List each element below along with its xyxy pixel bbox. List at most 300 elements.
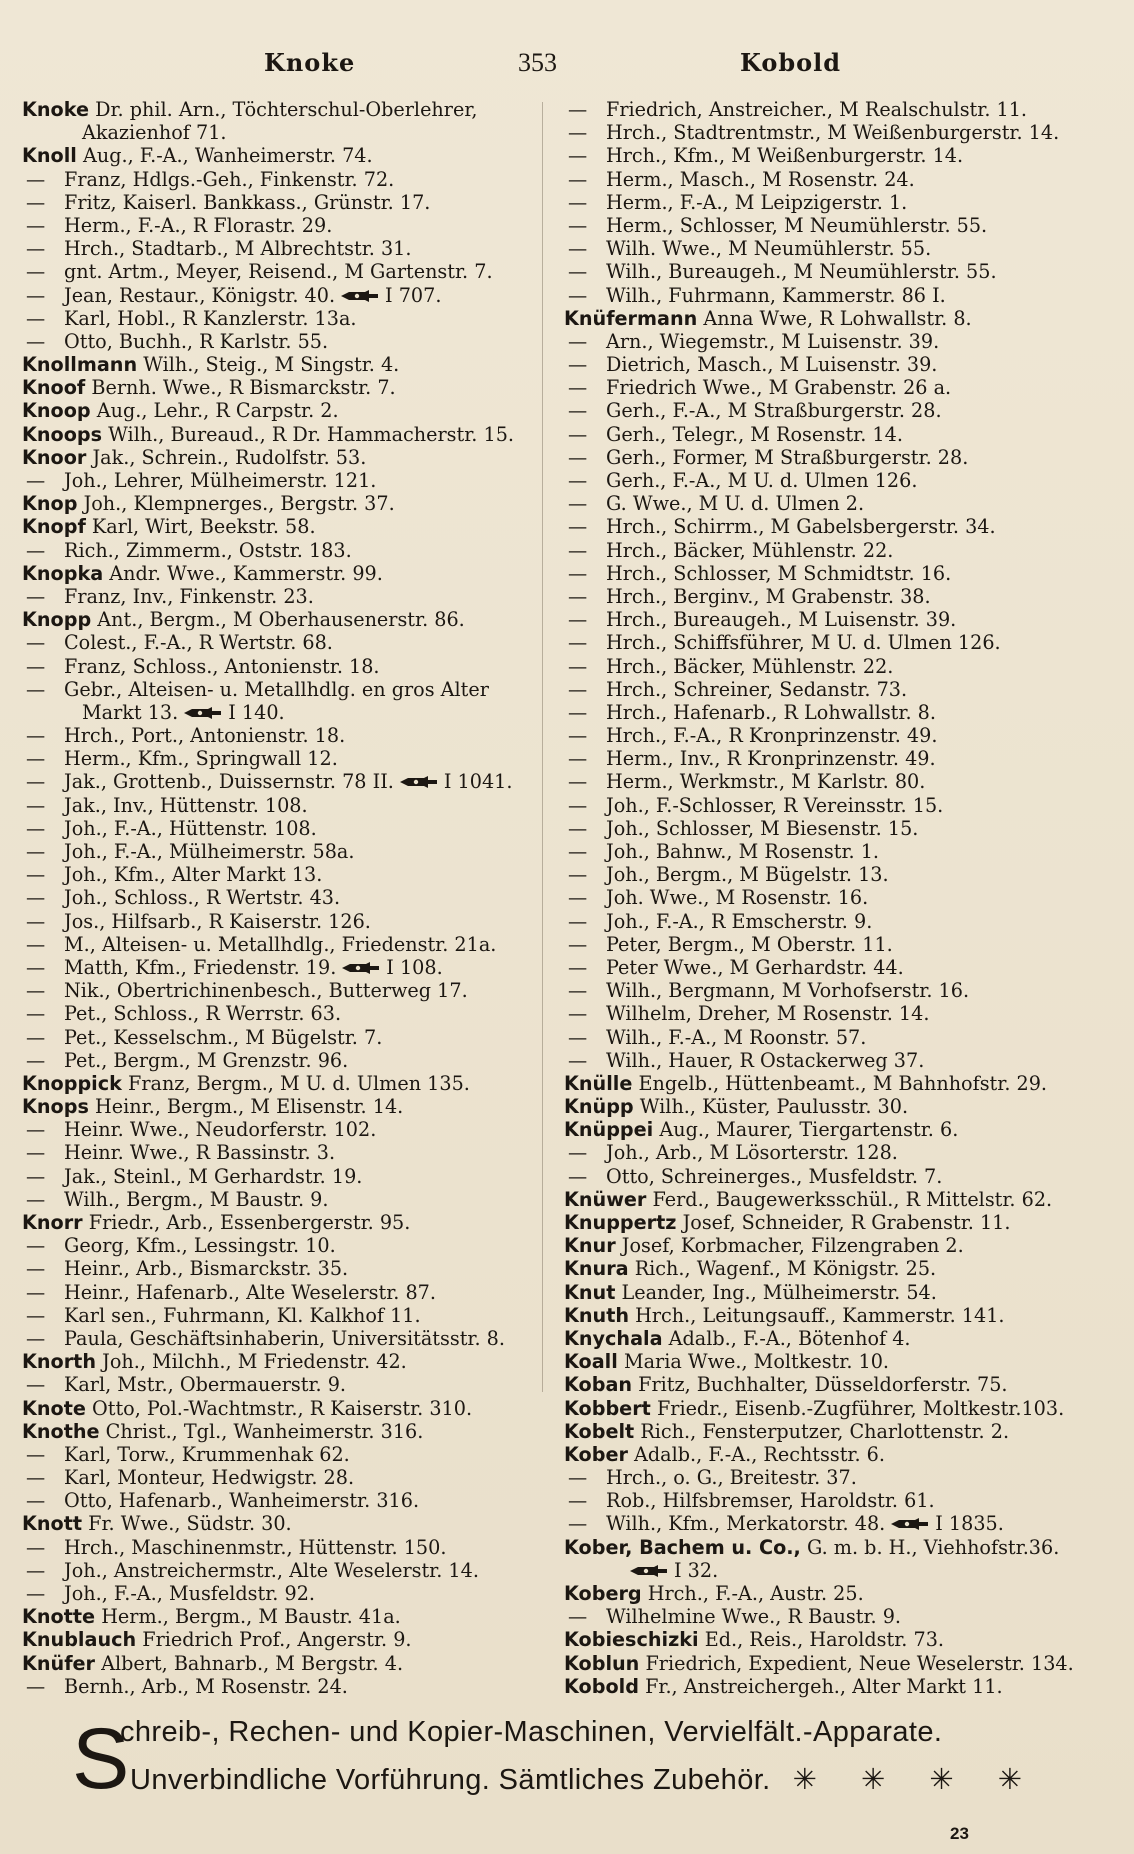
- repeat-dash: —: [26, 283, 46, 307]
- entry-details: Joh., Anstreichermstr., Alte Weselerstr. 14.: [64, 1558, 479, 1582]
- entry-details: Hrch., Schirrm., M Gabelsbergerstr. 34.: [606, 515, 996, 539]
- entry-details: Fr. Wwe., Südstr. 30.: [88, 1512, 292, 1536]
- repeat-dash: —: [26, 863, 46, 887]
- entry-details: Ferd., Baugewerksschül., R Mittelstr. 62.: [652, 1187, 1053, 1211]
- ad-stars: ✳ ✳ ✳ ✳: [792, 1764, 1041, 1796]
- entry-details: Joh., Bahnw., M Rosenstr. 1.: [606, 840, 880, 863]
- right-column: [564, 98, 1114, 1698]
- directory-entry: [564, 330, 1114, 353]
- directory-entry: [564, 1281, 1114, 1304]
- repeat-dash: —: [26, 840, 46, 863]
- column-divider: [542, 102, 543, 1392]
- entry-details: Wilh., Küster, Paulusstr. 30.: [639, 1095, 909, 1119]
- entry-details: Joh., Schloss., R Wertstr. 43.: [64, 886, 341, 910]
- entry-details: Hrch., Berginv., M Grabenstr. 38.: [606, 584, 931, 608]
- repeat-dash: —: [26, 306, 46, 330]
- entry-details: Maria Wwe., Moltkestr. 10.: [623, 1350, 890, 1374]
- entry-surname: Kobelt: [564, 1419, 635, 1443]
- repeat-dash: —: [26, 1326, 46, 1350]
- directory-entry: [564, 1420, 1114, 1443]
- repeat-dash: —: [26, 955, 46, 979]
- repeat-dash: —: [26, 190, 46, 214]
- repeat-dash: —: [568, 121, 588, 145]
- entry-details: Herm., Masch., M Rosenstr. 24.: [606, 167, 915, 191]
- directory-entry: [564, 608, 1114, 631]
- repeat-dash: —: [568, 1466, 588, 1490]
- entry-details: Hrch., Schreiner, Sedanstr. 73.: [606, 677, 908, 701]
- entry-details: Jak., Schrein., Rudolfstr. 53.: [92, 445, 367, 469]
- directory-entry: [22, 1373, 552, 1396]
- entry-details: Karl, Wirt, Beekstr. 58.: [91, 515, 316, 539]
- directory-entry: [22, 1165, 552, 1188]
- directory-entry: [22, 1675, 552, 1698]
- telephone-number: I 1041.: [443, 770, 513, 794]
- entry-details: Otto, Buchh., R Karlstr. 55.: [64, 329, 329, 353]
- entry-details: Joh. Wwe., M Rosenstr. 16.: [606, 886, 869, 910]
- directory-entry: [22, 515, 552, 538]
- directory-entry: [564, 1489, 1114, 1512]
- directory-entry: [564, 1049, 1114, 1072]
- entry-surname: Koblun: [564, 1651, 640, 1675]
- repeat-dash: —: [568, 283, 588, 307]
- directory-entry: [564, 539, 1114, 562]
- entry-details: Gerh., F.-A., M Straßburgerstr. 28.: [606, 399, 942, 423]
- entry-details: Joh., Arb., M Lösorterstr. 128.: [606, 1141, 898, 1165]
- entry-surname: Knülle: [564, 1071, 633, 1095]
- repeat-dash: —: [26, 1118, 46, 1142]
- telephone-hand-icon: [340, 961, 380, 975]
- directory-entry: [564, 1605, 1114, 1628]
- entry-details: Pet., Kesselschm., M Bügelstr. 7.: [64, 1025, 383, 1049]
- left-column: [22, 98, 552, 1698]
- entry-details: Heinr., Bergm., M Elisenstr. 14.: [94, 1095, 404, 1119]
- entry-details: Dietrich, Masch., M Luisenstr. 39.: [606, 353, 938, 377]
- entry-details: Joh., Klempnerges., Bergstr. 37.: [83, 492, 395, 516]
- entry-details: Adalb., F.-A., Rechtsstr. 6.: [634, 1442, 885, 1466]
- entry-details: Friedr., Eisenb.-Zugführer, Moltkestr.103.: [656, 1396, 1065, 1420]
- entry-details: Jos., Hilfsarb., R Kaiserstr. 126.: [64, 909, 371, 933]
- repeat-dash: —: [26, 260, 46, 284]
- repeat-dash: —: [568, 955, 588, 979]
- entry-details: Aug., Maurer, Tiergartenstr. 6.: [659, 1118, 959, 1142]
- entry-surname: Knychala: [564, 1326, 663, 1350]
- directory-entry: [564, 747, 1114, 770]
- directory-entry: [22, 1605, 552, 1628]
- directory-entry: [22, 237, 552, 260]
- entry-details: Pet., Bergm., M Grenzstr. 96.: [64, 1048, 349, 1072]
- entry-details: Christ., Tgl., Wanheimerstr. 316.: [105, 1419, 424, 1443]
- repeat-dash: —: [568, 909, 588, 933]
- repeat-dash: —: [568, 445, 588, 469]
- entry-surname: Knopka: [22, 561, 104, 585]
- repeat-dash: —: [568, 260, 588, 284]
- entry-details: Bernh., Arb., M Rosenstr. 24.: [64, 1674, 348, 1698]
- entry-details: Anna Wwe, R Lohwallstr. 8.: [703, 306, 972, 330]
- directory-entry: [564, 1002, 1114, 1025]
- directory-entry: [564, 191, 1114, 214]
- repeat-dash: —: [568, 770, 588, 794]
- directory-entry: [564, 794, 1114, 817]
- entry-details: Hrch., Hafenarb., R Lohwallstr. 8.: [606, 700, 936, 724]
- repeat-dash: —: [568, 793, 588, 817]
- entry-surname: Knüpp: [564, 1095, 634, 1119]
- entry-details: Albert, Bahnarb., M Bergstr. 4.: [101, 1651, 404, 1675]
- entry-surname: Knote: [22, 1396, 86, 1420]
- entry-surname: Kober, Bachem u. Co.,: [564, 1535, 801, 1559]
- directory-entry: [22, 469, 552, 492]
- entry-details: Franz, Bergm., M U. d. Ulmen 135.: [128, 1071, 470, 1095]
- repeat-dash: —: [26, 167, 46, 191]
- header-page-number: 353: [518, 48, 557, 77]
- entry-details: Joh., F.-Schlosser, R Vereinsstr. 15.: [606, 793, 944, 817]
- entry-details: Karl, Hobl., R Kanzlerstr. 13a.: [64, 306, 357, 330]
- directory-entry: [564, 1466, 1114, 1489]
- ad-line-2: [130, 1762, 1040, 1797]
- directory-entry: [564, 840, 1114, 863]
- directory-entry: [22, 1397, 552, 1420]
- telephone-number: I 32.: [674, 1558, 719, 1582]
- directory-entry: [564, 168, 1114, 191]
- directory-entry: [22, 1002, 552, 1025]
- directory-entry: [564, 562, 1114, 585]
- telephone-number: I 140.: [228, 700, 285, 724]
- entry-details: Joh., Bergm., M Bügelstr. 13.: [606, 863, 889, 887]
- entry-details: Otto, Hafenarb., Wanheimerstr. 316.: [64, 1489, 420, 1513]
- entry-details: Franz, Hdlgs.-Geh., Finkenstr. 72.: [64, 167, 395, 191]
- directory-entry: [564, 910, 1114, 933]
- repeat-dash: —: [26, 1164, 46, 1188]
- directory-entry: [22, 1049, 552, 1072]
- entry-details: Ant., Bergm., M Oberhausenerstr. 86.: [97, 608, 465, 632]
- directory-entry: [564, 1234, 1114, 1257]
- entry-details: Akazienhof 71.: [82, 121, 227, 145]
- directory-entry: [22, 933, 552, 956]
- directory-entry: [22, 284, 552, 307]
- repeat-dash: —: [26, 1141, 46, 1165]
- entry-details: Matth, Kfm., Friedenstr. 19.: [64, 955, 337, 979]
- directory-entry: [564, 260, 1114, 283]
- entry-details: Jak., Grottenb., Duissernstr. 78 II.: [64, 770, 394, 794]
- directory-entry: [22, 701, 552, 724]
- repeat-dash: —: [568, 863, 588, 887]
- directory-entry: [22, 770, 552, 793]
- entry-surname: Knoll: [22, 144, 77, 168]
- directory-entry: [22, 585, 552, 608]
- directory-entry: [564, 1443, 1114, 1466]
- repeat-dash: —: [26, 1048, 46, 1072]
- repeat-dash: —: [568, 584, 588, 608]
- entry-details: Gerh., F.-A., M U. d. Ulmen 126.: [606, 469, 918, 492]
- advertisement: [64, 1712, 1064, 1822]
- entry-details: Karl sen., Fuhrmann, Kl. Kalkhof 11.: [64, 1303, 421, 1327]
- entry-details: Hrch., F.-A., R Kronprinzenstr. 49.: [606, 724, 938, 748]
- directory-entry: [564, 979, 1114, 1002]
- entry-details: Joh., F.-A., Musfeldstr. 92.: [64, 1582, 316, 1605]
- directory-entry: [22, 307, 552, 330]
- directory-entry: [22, 979, 552, 1002]
- entry-details: Wilh., Fuhrmann, Kammerstr. 86 I.: [606, 283, 946, 307]
- repeat-dash: —: [568, 213, 588, 237]
- repeat-dash: —: [568, 1605, 588, 1629]
- entry-surname: Knoop: [22, 399, 91, 423]
- entry-details: Bernh. Wwe., R Bismarckstr. 7.: [91, 376, 396, 400]
- repeat-dash: —: [26, 1535, 46, 1559]
- repeat-dash: —: [26, 1373, 46, 1397]
- directory-entry: [22, 1559, 552, 1582]
- telephone-hand-icon: [182, 706, 222, 720]
- entry-details: Aug., Lehr., R Carpstr. 2.: [96, 399, 339, 423]
- repeat-dash: —: [26, 724, 46, 748]
- entry-surname: Kober: [564, 1442, 628, 1466]
- entry-details: Hrch., Bureaugeh., M Luisenstr. 39.: [606, 608, 957, 632]
- directory-entry: [22, 1536, 552, 1559]
- directory-entry: [22, 191, 552, 214]
- repeat-dash: —: [568, 469, 588, 492]
- entry-details: Nik., Obertrichinenbesch., Butterweg 17.: [64, 979, 468, 1003]
- directory-entry: [22, 956, 552, 979]
- directory-entry: [564, 423, 1114, 446]
- entry-details: Wilh., Bureaugeh., M Neumühlerstr. 55.: [606, 260, 997, 284]
- entry-details: Heinr., Hafenarb., Alte Weselerstr. 87.: [64, 1280, 436, 1304]
- entry-details: Wilh., Bureaud., R Dr. Hammacherstr. 15.: [108, 422, 515, 446]
- entry-details: Joh., F.-A., Mülheimerstr. 58a.: [64, 840, 355, 863]
- repeat-dash: —: [568, 700, 588, 724]
- entry-details: Ed., Reis., Haroldstr. 73.: [704, 1628, 945, 1652]
- entry-surname: Kobbert: [564, 1396, 651, 1420]
- entry-details: Wilh., Bergm., M Baustr. 9.: [64, 1187, 329, 1211]
- entry-details: Aug., F.-A., Wanheimerstr. 74.: [82, 144, 373, 168]
- repeat-dash: —: [26, 1234, 46, 1258]
- directory-entry: [22, 1141, 552, 1164]
- repeat-dash: —: [568, 1512, 588, 1536]
- entry-details: G. Wwe., M U. d. Ulmen 2.: [606, 492, 865, 516]
- entry-details: Hrch., Bäcker, Mühlenstr. 22.: [606, 538, 894, 562]
- entry-surname: Knüwer: [564, 1187, 647, 1211]
- directory-entry: [22, 1420, 552, 1443]
- repeat-dash: —: [568, 724, 588, 748]
- ad-initial-letter: S: [72, 1711, 130, 1807]
- directory-entry: [22, 260, 552, 283]
- directory-entry: [564, 399, 1114, 422]
- directory-entry: [22, 886, 552, 909]
- directory-entry: [564, 817, 1114, 840]
- directory-entry: [564, 770, 1114, 793]
- repeat-dash: —: [568, 144, 588, 168]
- page-header: [24, 48, 1110, 82]
- repeat-dash: —: [568, 515, 588, 539]
- repeat-dash: —: [568, 1489, 588, 1513]
- entry-details: Herm., F.-A., M Leipzigerstr. 1.: [606, 190, 908, 214]
- directory-entry: [564, 1257, 1114, 1280]
- directory-entry: [564, 1652, 1114, 1675]
- entry-surname: Knoor: [22, 445, 87, 469]
- repeat-dash: —: [26, 631, 46, 655]
- directory-entry: [22, 1234, 552, 1257]
- directory-entry: [564, 1559, 1114, 1582]
- entry-surname: Knotte: [22, 1605, 96, 1629]
- repeat-dash: —: [26, 677, 46, 701]
- entry-details: Joh., Kfm., Alter Markt 13.: [64, 863, 323, 887]
- directory-entry: [22, 1582, 552, 1605]
- repeat-dash: —: [26, 886, 46, 910]
- entry-surname: Kobieschizki: [564, 1628, 699, 1652]
- directory-entry: [564, 1304, 1114, 1327]
- directory-entry: [564, 585, 1114, 608]
- directory-entry: [564, 1026, 1114, 1049]
- directory-entry: [564, 1350, 1114, 1373]
- entry-details: Fr., Anstreichergeh., Alter Markt 11.: [645, 1674, 1003, 1698]
- repeat-dash: —: [568, 492, 588, 516]
- entry-details: Herm., Bergm., M Baustr. 41a.: [101, 1605, 401, 1629]
- directory-entry: [564, 933, 1114, 956]
- directory-entry: [22, 353, 552, 376]
- repeat-dash: —: [568, 886, 588, 910]
- entry-details: Markt 13.: [82, 700, 179, 724]
- repeat-dash: —: [26, 979, 46, 1003]
- entry-details: Wilhelmine Wwe., R Baustr. 9.: [606, 1605, 902, 1629]
- entry-details: Herm., F.-A., R Florastr. 29.: [64, 213, 333, 237]
- telephone-hand-icon: [339, 289, 379, 303]
- entry-details: Otto, Pol.-Wachtmstr., R Kaiserstr. 310.: [92, 1396, 473, 1420]
- directory-entry: [22, 423, 552, 446]
- entry-surname: Knorr: [22, 1211, 83, 1234]
- directory-entry: [564, 956, 1114, 979]
- telephone-hand-icon: [628, 1564, 668, 1578]
- entry-surname: Knott: [22, 1512, 83, 1536]
- directory-entry: [564, 701, 1114, 724]
- directory-entry: [564, 446, 1114, 469]
- repeat-dash: —: [26, 213, 46, 237]
- repeat-dash: —: [26, 1442, 46, 1466]
- telephone-number: I 707.: [385, 283, 442, 307]
- directory-entry: [22, 399, 552, 422]
- repeat-dash: —: [568, 190, 588, 214]
- directory-entry: [22, 1118, 552, 1141]
- directory-entry: [564, 655, 1114, 678]
- repeat-dash: —: [568, 329, 588, 353]
- directory-entry: [564, 1118, 1114, 1141]
- directory-entry: [22, 168, 552, 191]
- entry-details: Adalb., F.-A., Bötenhof 4.: [668, 1326, 911, 1350]
- directory-entry: [564, 492, 1114, 515]
- repeat-dash: —: [568, 399, 588, 423]
- directory-entry: [22, 144, 552, 167]
- repeat-dash: —: [26, 1489, 46, 1513]
- directory-entry: [22, 1628, 552, 1651]
- entry-details: Rich., Fensterputzer, Charlottenstr. 2.: [640, 1419, 1010, 1443]
- repeat-dash: —: [568, 1164, 588, 1188]
- directory-entry: [22, 562, 552, 585]
- telephone-hand-icon: [889, 1517, 929, 1531]
- repeat-dash: —: [568, 98, 588, 121]
- entry-details: Georg, Kfm., Lessingstr. 10.: [64, 1234, 336, 1258]
- directory-entry: [564, 1397, 1114, 1420]
- entry-surname: Knüppei: [564, 1118, 654, 1142]
- directory-entry: [564, 284, 1114, 307]
- entry-details: Fritz, Buchhalter, Düsseldorferstr. 75.: [638, 1373, 1008, 1397]
- entry-details: Wilh., Kfm., Merkatorstr. 48.: [606, 1512, 886, 1536]
- repeat-dash: —: [568, 422, 588, 446]
- entry-details: Pet., Schloss., R Werrstr. 63.: [64, 1002, 342, 1026]
- directory-entry: [22, 1489, 552, 1512]
- repeat-dash: —: [26, 1257, 46, 1281]
- repeat-dash: —: [26, 538, 46, 562]
- directory-entry: [22, 446, 552, 469]
- repeat-dash: —: [26, 1466, 46, 1490]
- entry-details: Hrch., Leitungsauff., Kammerstr. 141.: [635, 1303, 1005, 1327]
- ad-line-2-text: Unverbindliche Vorführung. Sämtliches Zubehör.: [130, 1764, 771, 1796]
- repeat-dash: —: [26, 654, 46, 678]
- entry-details: Leander, Ing., Mülheimerstr. 54.: [621, 1280, 937, 1304]
- entry-details: Joh., Lehrer, Mülheimerstr. 121.: [64, 469, 377, 492]
- repeat-dash: —: [568, 1002, 588, 1026]
- entry-surname: Knuppertz: [564, 1211, 677, 1234]
- ad-line-1: chreib-, Rechen- und Kopier-Maschinen, Vervielfält.-Apparate.: [120, 1716, 943, 1748]
- repeat-dash: —: [26, 909, 46, 933]
- directory-entry: [564, 631, 1114, 654]
- entry-details: Peter, Bergm., M Oberstr. 11.: [606, 932, 893, 956]
- directory-entry: [22, 1257, 552, 1280]
- directory-entry: [22, 214, 552, 237]
- entry-details: Karl, Monteur, Hedwigstr. 28.: [64, 1466, 355, 1490]
- repeat-dash: —: [26, 469, 46, 492]
- entry-details: Andr. Wwe., Kammerstr. 99.: [109, 561, 383, 585]
- directory-entry: [564, 214, 1114, 237]
- entry-details: Hrch., Stadtrentmstr., M Weißenburgerstr. 14.: [606, 121, 1060, 145]
- entry-details: Gerh., Former, M Straßburgerstr. 28.: [606, 445, 969, 469]
- entry-details: Dr. phil. Arn., Töchterschul-Oberlehrer,: [95, 98, 478, 121]
- repeat-dash: —: [26, 1187, 46, 1211]
- entry-details: Heinr. Wwe., R Bassinstr. 3.: [64, 1141, 336, 1165]
- directory-entry: [564, 1628, 1114, 1651]
- repeat-dash: —: [568, 608, 588, 632]
- entry-details: Joh., F.-A., Hüttenstr. 108.: [64, 816, 317, 840]
- directory-entry: [22, 863, 552, 886]
- directory-entry: [564, 1512, 1114, 1535]
- entry-details: Wilhelm, Dreher, M Rosenstr. 14.: [606, 1002, 930, 1026]
- directory-entry: [564, 469, 1114, 492]
- entry-surname: Knut: [564, 1280, 616, 1304]
- directory-entry: [22, 1304, 552, 1327]
- directory-entry: [564, 886, 1114, 909]
- entry-details: Hrch., o. G., Breitestr. 37.: [606, 1466, 857, 1490]
- entry-details: Hrch., Bäcker, Mühlenstr. 22.: [606, 654, 894, 678]
- directory-entry: [22, 492, 552, 515]
- entry-surname: Knops: [22, 1095, 89, 1119]
- entry-details: Joh., Schlosser, M Biesenstr. 15.: [606, 816, 919, 840]
- repeat-dash: —: [568, 1025, 588, 1049]
- entry-surname: Knublauch: [22, 1628, 137, 1652]
- directory-entry: [22, 655, 552, 678]
- repeat-dash: —: [26, 816, 46, 840]
- directory-entry: [22, 1281, 552, 1304]
- entry-details: Friedrich Wwe., M Grabenstr. 26 a.: [606, 376, 952, 400]
- directory-entry: [564, 1373, 1114, 1396]
- entry-details: Herm., Kfm., Springwall 12.: [64, 747, 338, 771]
- entry-details: Josef, Korbmacher, Filzengraben 2.: [621, 1234, 964, 1258]
- entry-details: Jean, Restaur., Königstr. 40.: [64, 283, 336, 307]
- directory-entry: [564, 1095, 1114, 1118]
- directory-entry: [22, 1512, 552, 1535]
- entry-details: gnt. Artm., Meyer, Reisend., M Gartenstr. 7.: [64, 260, 493, 284]
- entry-details: G. m. b. H., Viehhofstr.36.: [806, 1535, 1060, 1559]
- repeat-dash: —: [568, 932, 588, 956]
- entry-details: Jak., Inv., Hüttenstr. 108.: [64, 793, 308, 817]
- entry-surname: Knollmann: [22, 353, 138, 377]
- entry-details: Rob., Hilfsbremser, Haroldstr. 61.: [606, 1489, 935, 1513]
- repeat-dash: —: [26, 237, 46, 261]
- repeat-dash: —: [568, 747, 588, 771]
